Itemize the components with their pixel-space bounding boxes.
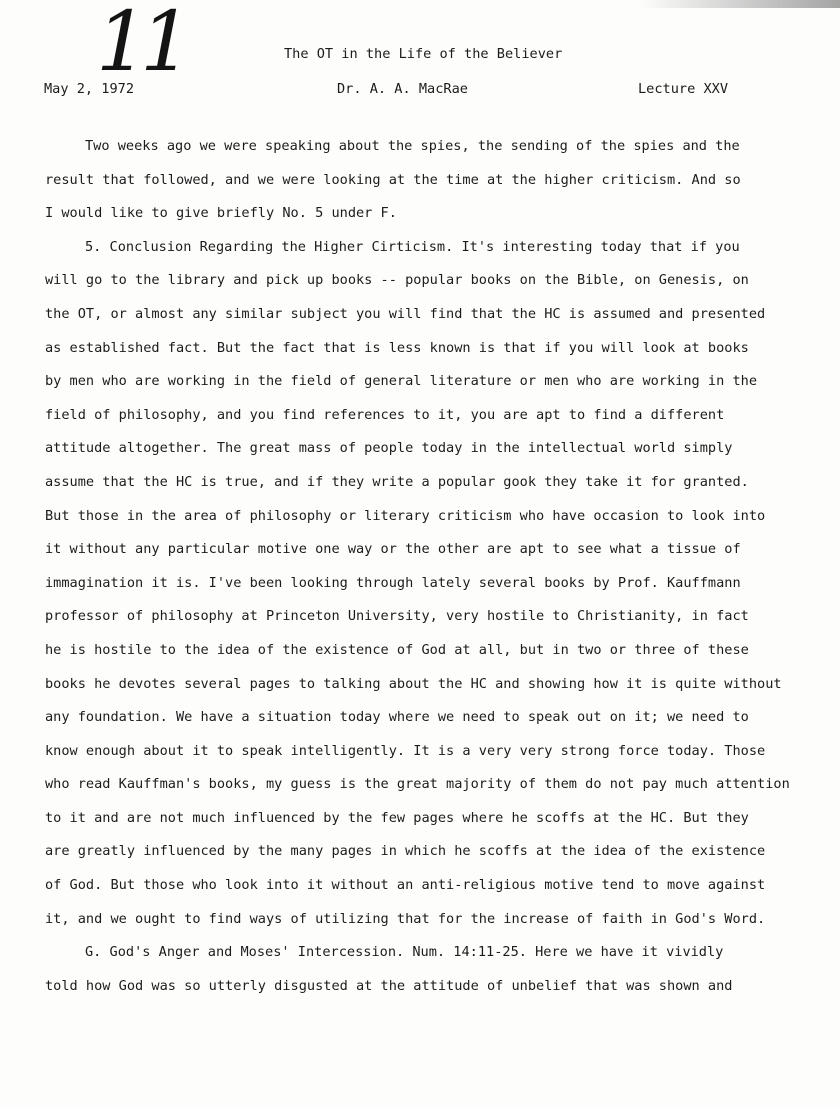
text-line: field of philosophy, and you find references to it, you are apt to find a different — [45, 406, 725, 423]
text-line: books he devotes several pages to talking about the HC and showing how it is quite without — [45, 675, 782, 692]
lecture-author: Dr. A. A. MacRae — [337, 81, 468, 97]
lecture-date: May 2, 1972 — [44, 81, 135, 97]
text-line: attitude altogether. The great mass of people today in the intellectual world simply — [45, 440, 733, 457]
text-line: will go to the library and pick up books -- popular books on the Bible, on Genesis, on — [45, 272, 749, 289]
text-line: any foundation. We have a situation today where we need to speak out on it; we need to — [45, 709, 749, 726]
text-line: told how God was so utterly disgusted at the attitude of unbelief that was shown and — [45, 977, 733, 994]
text-line: 5. Conclusion Regarding the Higher Cirticism. It's interesting today that if you — [85, 238, 740, 255]
text-line: it, and we ought to find ways of utilizing that for the increase of faith in God's Word. — [45, 910, 766, 927]
text-line: it without any particular motive one way or the other are apt to see what a tissue of — [45, 541, 741, 558]
handwritten-page-number: 11 — [96, 0, 185, 90]
text-line: are greatly influenced by the many pages in which he scoffs at the idea of the existence — [45, 843, 766, 860]
text-line: he is hostile to the idea of the existence of God at all, but in two or three of these — [45, 641, 749, 658]
document-title: The OT in the Life of the Believer — [284, 46, 563, 62]
scan-edge-shadow — [640, 0, 840, 8]
text-line: of God. But those who look into it without an anti-religious motive tend to move against — [45, 877, 766, 894]
lecture-body — [45, 130, 825, 1003]
text-line: I would like to give briefly No. 5 under F. — [45, 205, 397, 222]
text-line: to it and are not much influenced by the few pages where he scoffs at the HC. But they — [45, 809, 749, 826]
text-line: as established fact. But the fact that is less known is that if you will look at books — [45, 339, 749, 356]
text-line: who read Kauffman's books, my guess is the great majority of them do not pay much attention — [45, 776, 790, 793]
text-line: professor of philosophy at Princeton University, very hostile to Christianity, in fact — [45, 608, 749, 625]
text-line: result that followed, and we were looking at the time at the higher criticism. And so — [45, 171, 741, 188]
text-line: But those in the area of philosophy or literary criticism who have occasion to look into — [45, 507, 766, 524]
text-line: by men who are working in the field of general literature or men who are working in the — [45, 373, 758, 390]
text-line: the OT, or almost any similar subject you will find that the HC is assumed and presented — [45, 305, 766, 322]
text-line: immagination it is. I've been looking through lately several books by Prof. Kauffmann — [45, 574, 741, 591]
text-line: assume that the HC is true, and if they write a popular gook they take it for granted. — [45, 473, 749, 490]
text-line: Two weeks ago we were speaking about the spies, the sending of the spies and the — [85, 138, 740, 154]
lecture-number: Lecture XXV — [638, 81, 729, 97]
text-line: G. God's Anger and Moses' Intercession. Num. 14:11-25. Here we have it vividly — [85, 944, 724, 961]
text-line: know enough about it to speak intelligently. It is a very very strong force today. Those — [45, 742, 766, 759]
